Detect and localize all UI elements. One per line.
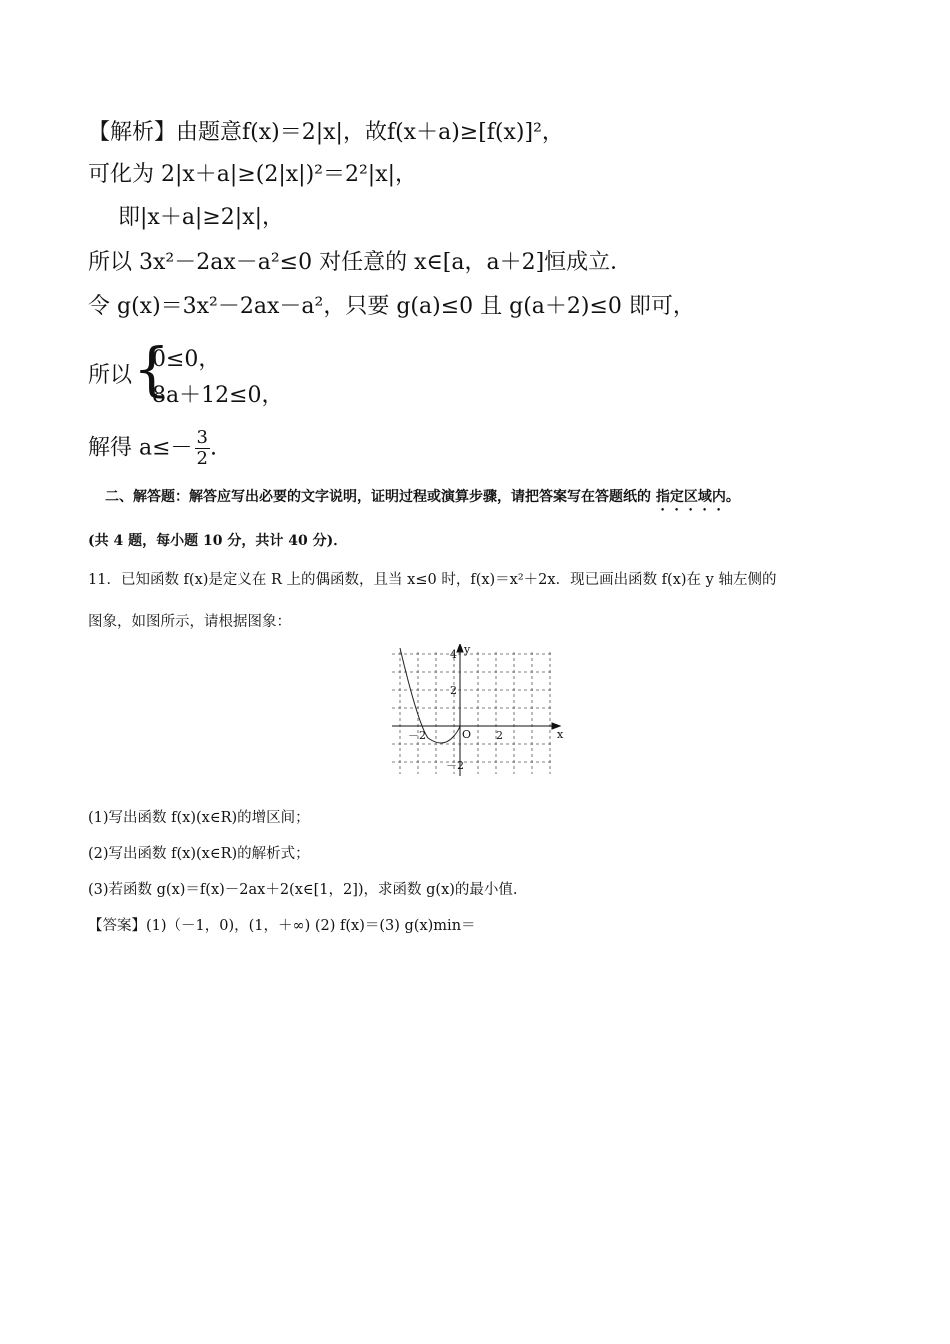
analysis-line-1: 【解析】由题意f(x)＝2|x|，故f(x＋a)≥[f(x)]²，: [88, 120, 564, 145]
section-heading: [105, 486, 740, 514]
section-heading-end: 。: [725, 489, 740, 505]
analysis-line-3: 即|x＋a|≥2|x|，: [118, 205, 285, 230]
system-line-1: 0≤0，: [152, 347, 221, 372]
question-11-part-2: (2)写出函数 f(x)(x∈R)的解析式；: [88, 846, 310, 862]
question-11-part-1: (1)写出函数 f(x)(x∈R)的增区间；: [88, 810, 310, 826]
question-11-answer: 【答案】(1)（－1，0)，(1，＋∞) (2) f(x)＝(3) g(x)min＝: [88, 918, 476, 934]
system-brace: {: [133, 335, 170, 403]
section-heading-dotted: 指定区域内: [655, 489, 726, 505]
tick-x-neg2: －2: [408, 729, 426, 742]
fraction: [195, 428, 210, 469]
fraction-denominator: 2: [196, 448, 208, 469]
inequality-system: [88, 335, 348, 408]
graph-axes: [392, 644, 560, 776]
analysis-line-2: 可化为 2|x＋a|≥(2|x|)²＝2²|x|，: [88, 162, 418, 187]
tick-x-2: 2: [496, 729, 503, 742]
solve-suffix: .: [210, 435, 217, 461]
solution-result: [88, 428, 217, 478]
tick-y-4: 4: [450, 648, 457, 661]
origin-label: O: [462, 728, 472, 741]
fraction-numerator: 3: [196, 427, 208, 448]
analysis-line-4: 所以 3x²－2ax－a²≤0 对任意的 x∈[a，a＋2]恒成立．: [88, 250, 633, 275]
graph-grid: [392, 652, 552, 774]
analysis-line-5: 令 g(x)＝3x²－2ax－a²，只要 g(a)≤0 且 g(a＋2)≤0 即可，: [88, 294, 695, 319]
axis-y-label: y: [464, 644, 471, 656]
question-11-part-3: (3)若函数 g(x)＝f(x)－2ax＋2(x∈[1，2])，求函数 g(x)的最小值.: [88, 882, 518, 898]
question-11-stem-line-2: 图象，如图所示，请根据图象：: [88, 614, 291, 630]
axis-x-label: x: [557, 728, 564, 741]
function-graph: [388, 644, 564, 780]
tick-y-2: 2: [450, 684, 457, 697]
solve-prefix: 解得 a≤－: [88, 435, 193, 461]
section-heading-main: 二、解答题：解答应写出必要的文字说明，证明过程或演算步骤，请把答案写在答题纸的: [105, 489, 651, 505]
system-line-2: 8a＋12≤0，: [152, 383, 284, 408]
question-11-stem-line-1: 11．已知函数 f(x)是定义在 R 上的偶函数，且当 x≤0 时，f(x)＝x²＋2x．现已画出函数 f(x)在 y 轴左侧的: [88, 572, 777, 588]
system-label: 所以: [88, 363, 133, 388]
tick-y-neg2: －2: [446, 759, 464, 772]
section-heading-line-2: (共 4 题，每小题 10 分，共计 40 分)．: [88, 533, 348, 549]
